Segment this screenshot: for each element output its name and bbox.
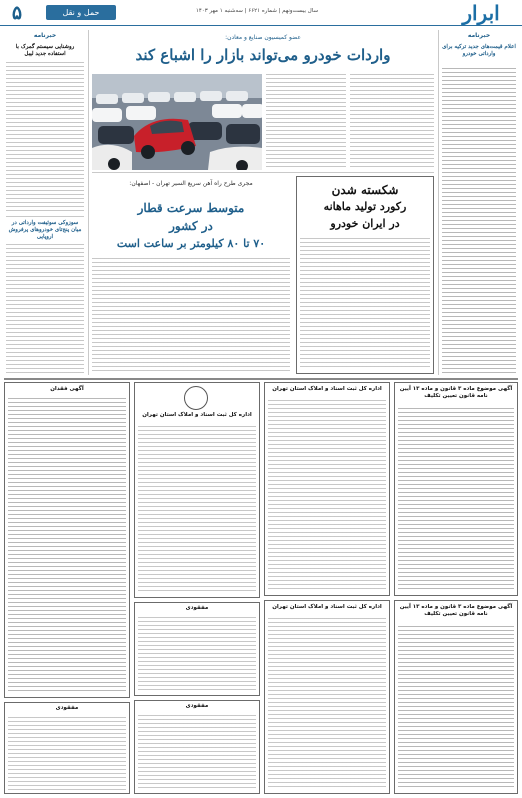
ad-body — [138, 617, 256, 692]
ad-body — [8, 717, 126, 790]
ad-body — [8, 398, 126, 694]
right-story-title: اعلام قیمت‌های جدید ترکیه برای وارداتی خودرو — [442, 44, 516, 57]
section-label: حمل و نقل — [46, 5, 116, 20]
ad-body — [268, 618, 386, 790]
cars-photo-illustration — [92, 74, 262, 170]
column-rule — [438, 30, 439, 375]
record-body — [300, 238, 430, 370]
divider — [4, 378, 518, 380]
speed-headline-2: در کشور — [169, 219, 213, 233]
divider — [6, 216, 84, 217]
speed-headline-1: متوسط سرعت قطار — [137, 201, 245, 215]
record-headline-1: شکسته شدن — [331, 183, 399, 197]
left-news-label: خبرنامه — [33, 32, 57, 39]
left-story2-title: سوزوکی سوئیفت وارداتی در میان پنج‌تای خودروهای پرفروش اروپایی — [8, 220, 82, 240]
ad-title: اداره کل ثبت اسناد و املاک استان تهران — [142, 412, 252, 418]
ad-title: مفقودی — [185, 605, 209, 611]
ad-body — [268, 400, 386, 592]
left-story2-body — [6, 244, 84, 374]
ad-title: آگهی موضوع ماده ۳ قانون و ماده ۱۳ آیین نامه قانون تعیین تکلیف — [399, 386, 513, 399]
emblem-icon — [184, 386, 208, 410]
ad-body — [138, 715, 256, 790]
lead-body-col1 — [266, 74, 346, 170]
speed-body — [92, 258, 290, 374]
ad-title: مفقودی — [185, 703, 209, 709]
ad-title: آگهی فقدان — [50, 386, 84, 392]
ad-title: مفقودی — [55, 705, 79, 711]
ad-body — [398, 626, 514, 790]
left-story1-title: روشنایی سیستم گمرک با استفاده جدید لیبل — [15, 44, 75, 57]
ad-body — [398, 408, 514, 592]
ad-title: آگهی موضوع ماده ۳ قانون و ماده ۱۳ آیین نامه قانون تعیین تکلیف — [399, 604, 513, 617]
right-news-label: خبرنامه — [467, 32, 491, 39]
lead-headline: واردات خودرو می‌تواند بازار را اشباع کند — [135, 46, 391, 64]
left-story1-body — [6, 62, 84, 212]
lead-body-col2 — [350, 74, 434, 170]
speed-kicker: مجری طرح راه آهن سریع السیر تهران - اصفهان: — [129, 180, 253, 187]
ad-body — [138, 426, 256, 594]
issue-info: سال بیست‌ونهم | شماره ۶۶۲۱ | سه‌شنبه ۱ مهر ۱۴۰۳ — [195, 8, 319, 14]
column-rule — [88, 30, 89, 375]
speed-headline-3: ۷۰ تا ۸۰ کیلومتر بر ساعت است — [116, 237, 266, 250]
ad-title: اداره کل ثبت اسناد و املاک استان تهران — [272, 604, 382, 610]
record-headline-3: در ایران خودرو — [330, 217, 400, 230]
newspaper-logo: ابرار — [462, 1, 500, 25]
cars-photo — [92, 74, 262, 170]
ad-title: اداره کل ثبت اسناد و املاک استان تهران — [272, 386, 382, 392]
page-number: ۵ — [11, 2, 23, 24]
record-headline-2: رکورد تولید ماهانه — [323, 200, 407, 213]
right-story-body — [442, 68, 516, 374]
divider — [92, 172, 434, 173]
lead-kicker: عضو کمیسیون صنایع و معادن: — [225, 34, 301, 41]
